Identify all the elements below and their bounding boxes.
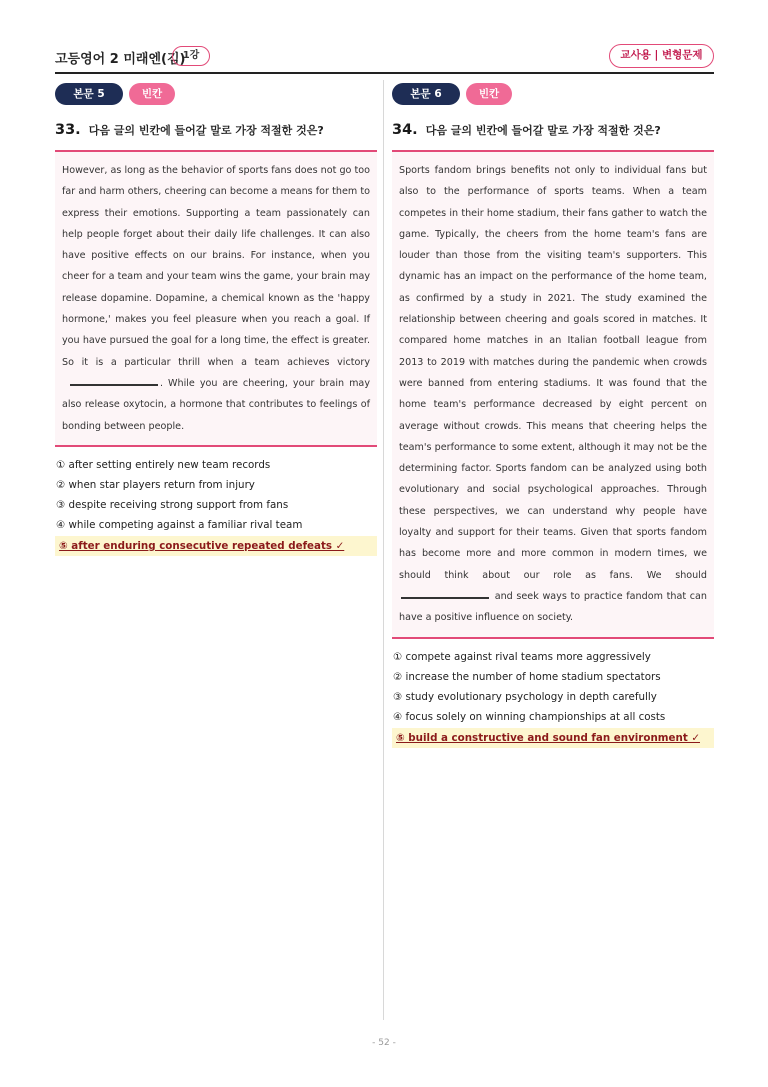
- blank-line: [70, 376, 158, 386]
- passage-text-before: However, as long as the behavior of sports fans does not go too far and harm others, cheering can become a means for them to express their emotions. Supporting a team passionately can help people forget about their daily life challenges. It can also have positive effects on our brains. For instance, when you cheer for a team and your team wins the game, your brain may release dopamine. Dopamine, a chemical known as the 'happy hormone,' makes you feel pleasure when you reach a goal. If you have pursued the goal for a long time, the effect is greater. So it is a particular thrill when a team achieves victory: [62, 165, 370, 368]
- option-2[interactable]: ② increase the number of home stadium spectators: [393, 670, 661, 683]
- passage-text-after: . While you are cheering, your brain may also release oxytocin, a hormone that contributes to feelings of bonding between people.: [62, 377, 370, 432]
- option-3[interactable]: ③ study evolutionary psychology in depth carefully: [393, 690, 657, 703]
- page-number: - 52 -: [372, 1038, 396, 1048]
- edition-badge: 교사용 | 변형문제: [609, 44, 714, 68]
- answer-options: [55, 455, 377, 556]
- book-title: 고등영어 2 미래엔(김): [55, 52, 186, 67]
- question-type-tag: 빈칸: [466, 83, 512, 105]
- blank-line: [401, 589, 489, 599]
- reading-passage: [392, 150, 714, 639]
- option-5-correct[interactable]: ⑤ after enduring consecutive repeated defeats ✓: [55, 536, 377, 556]
- page-header: [55, 44, 714, 74]
- passage-number-tag: 본문 5: [55, 83, 123, 105]
- question-text: 다음 글의 빈칸에 들어갈 말로 가장 적절한 것은?: [88, 124, 324, 137]
- question-stem: [392, 122, 714, 142]
- question-stem: [55, 122, 377, 142]
- passage-text-before: Sports fandom brings benefits not only to individual fans but also to the performance of sports teams. When a team competes in their home stadium, their fans gather to watch the game. Typically, the cheers from the home team's fans are louder than those from the visiting team's supporters. This dynamic has an impact on the performance of the home team, as confirmed by a study in 2021. The study examined the relationship between cheering and goals scored in matches. It compared home matches in an Italian football league from 2013 to 2019 with matches during the pandemic when crowds were banned from entering stadiums. It was found that the home team's performance decreased by eight percent on average without crowds. This means that cheering helps the team's performance to some extent, although it may not be the determining factor. Sports fandom can be analyzed using both evolutionary and social psychological approaches. Through these perspectives, we can understand why people have loyalty and support for their teams. Given that sports fandom has become more and more common in modern times, we should think about our role as fans. We should: [399, 165, 707, 581]
- passage-number-tag: 본문 6: [392, 83, 460, 105]
- option-5-correct[interactable]: ⑤ build a constructive and sound fan environment ✓: [392, 728, 714, 748]
- passage-text-after: and seek ways to practice fandom that can have a positive influence on society.: [399, 590, 707, 624]
- passage-tags: [55, 83, 377, 105]
- question-33-column: [55, 83, 377, 556]
- question-type-tag: 빈칸: [129, 83, 175, 105]
- passage-tags: [392, 83, 714, 105]
- question-34-column: [392, 83, 714, 748]
- lesson-badge: 1강: [172, 46, 210, 66]
- question-number: 34.: [392, 122, 418, 138]
- question-text: 다음 글의 빈칸에 들어갈 말로 가장 적절한 것은?: [425, 124, 661, 137]
- column-divider: [383, 80, 384, 1020]
- option-4[interactable]: ④ while competing against a familiar rival team: [56, 518, 303, 531]
- option-1[interactable]: ① compete against rival teams more aggressively: [393, 650, 651, 663]
- option-3[interactable]: ③ despite receiving strong support from fans: [56, 498, 289, 511]
- option-1[interactable]: ① after setting entirely new team records: [56, 458, 271, 471]
- question-number: 33.: [55, 122, 81, 138]
- option-2[interactable]: ② when star players return from injury: [56, 478, 255, 491]
- answer-options: [392, 647, 714, 748]
- reading-passage: [55, 150, 377, 447]
- option-4[interactable]: ④ focus solely on winning championships at all costs: [393, 710, 666, 723]
